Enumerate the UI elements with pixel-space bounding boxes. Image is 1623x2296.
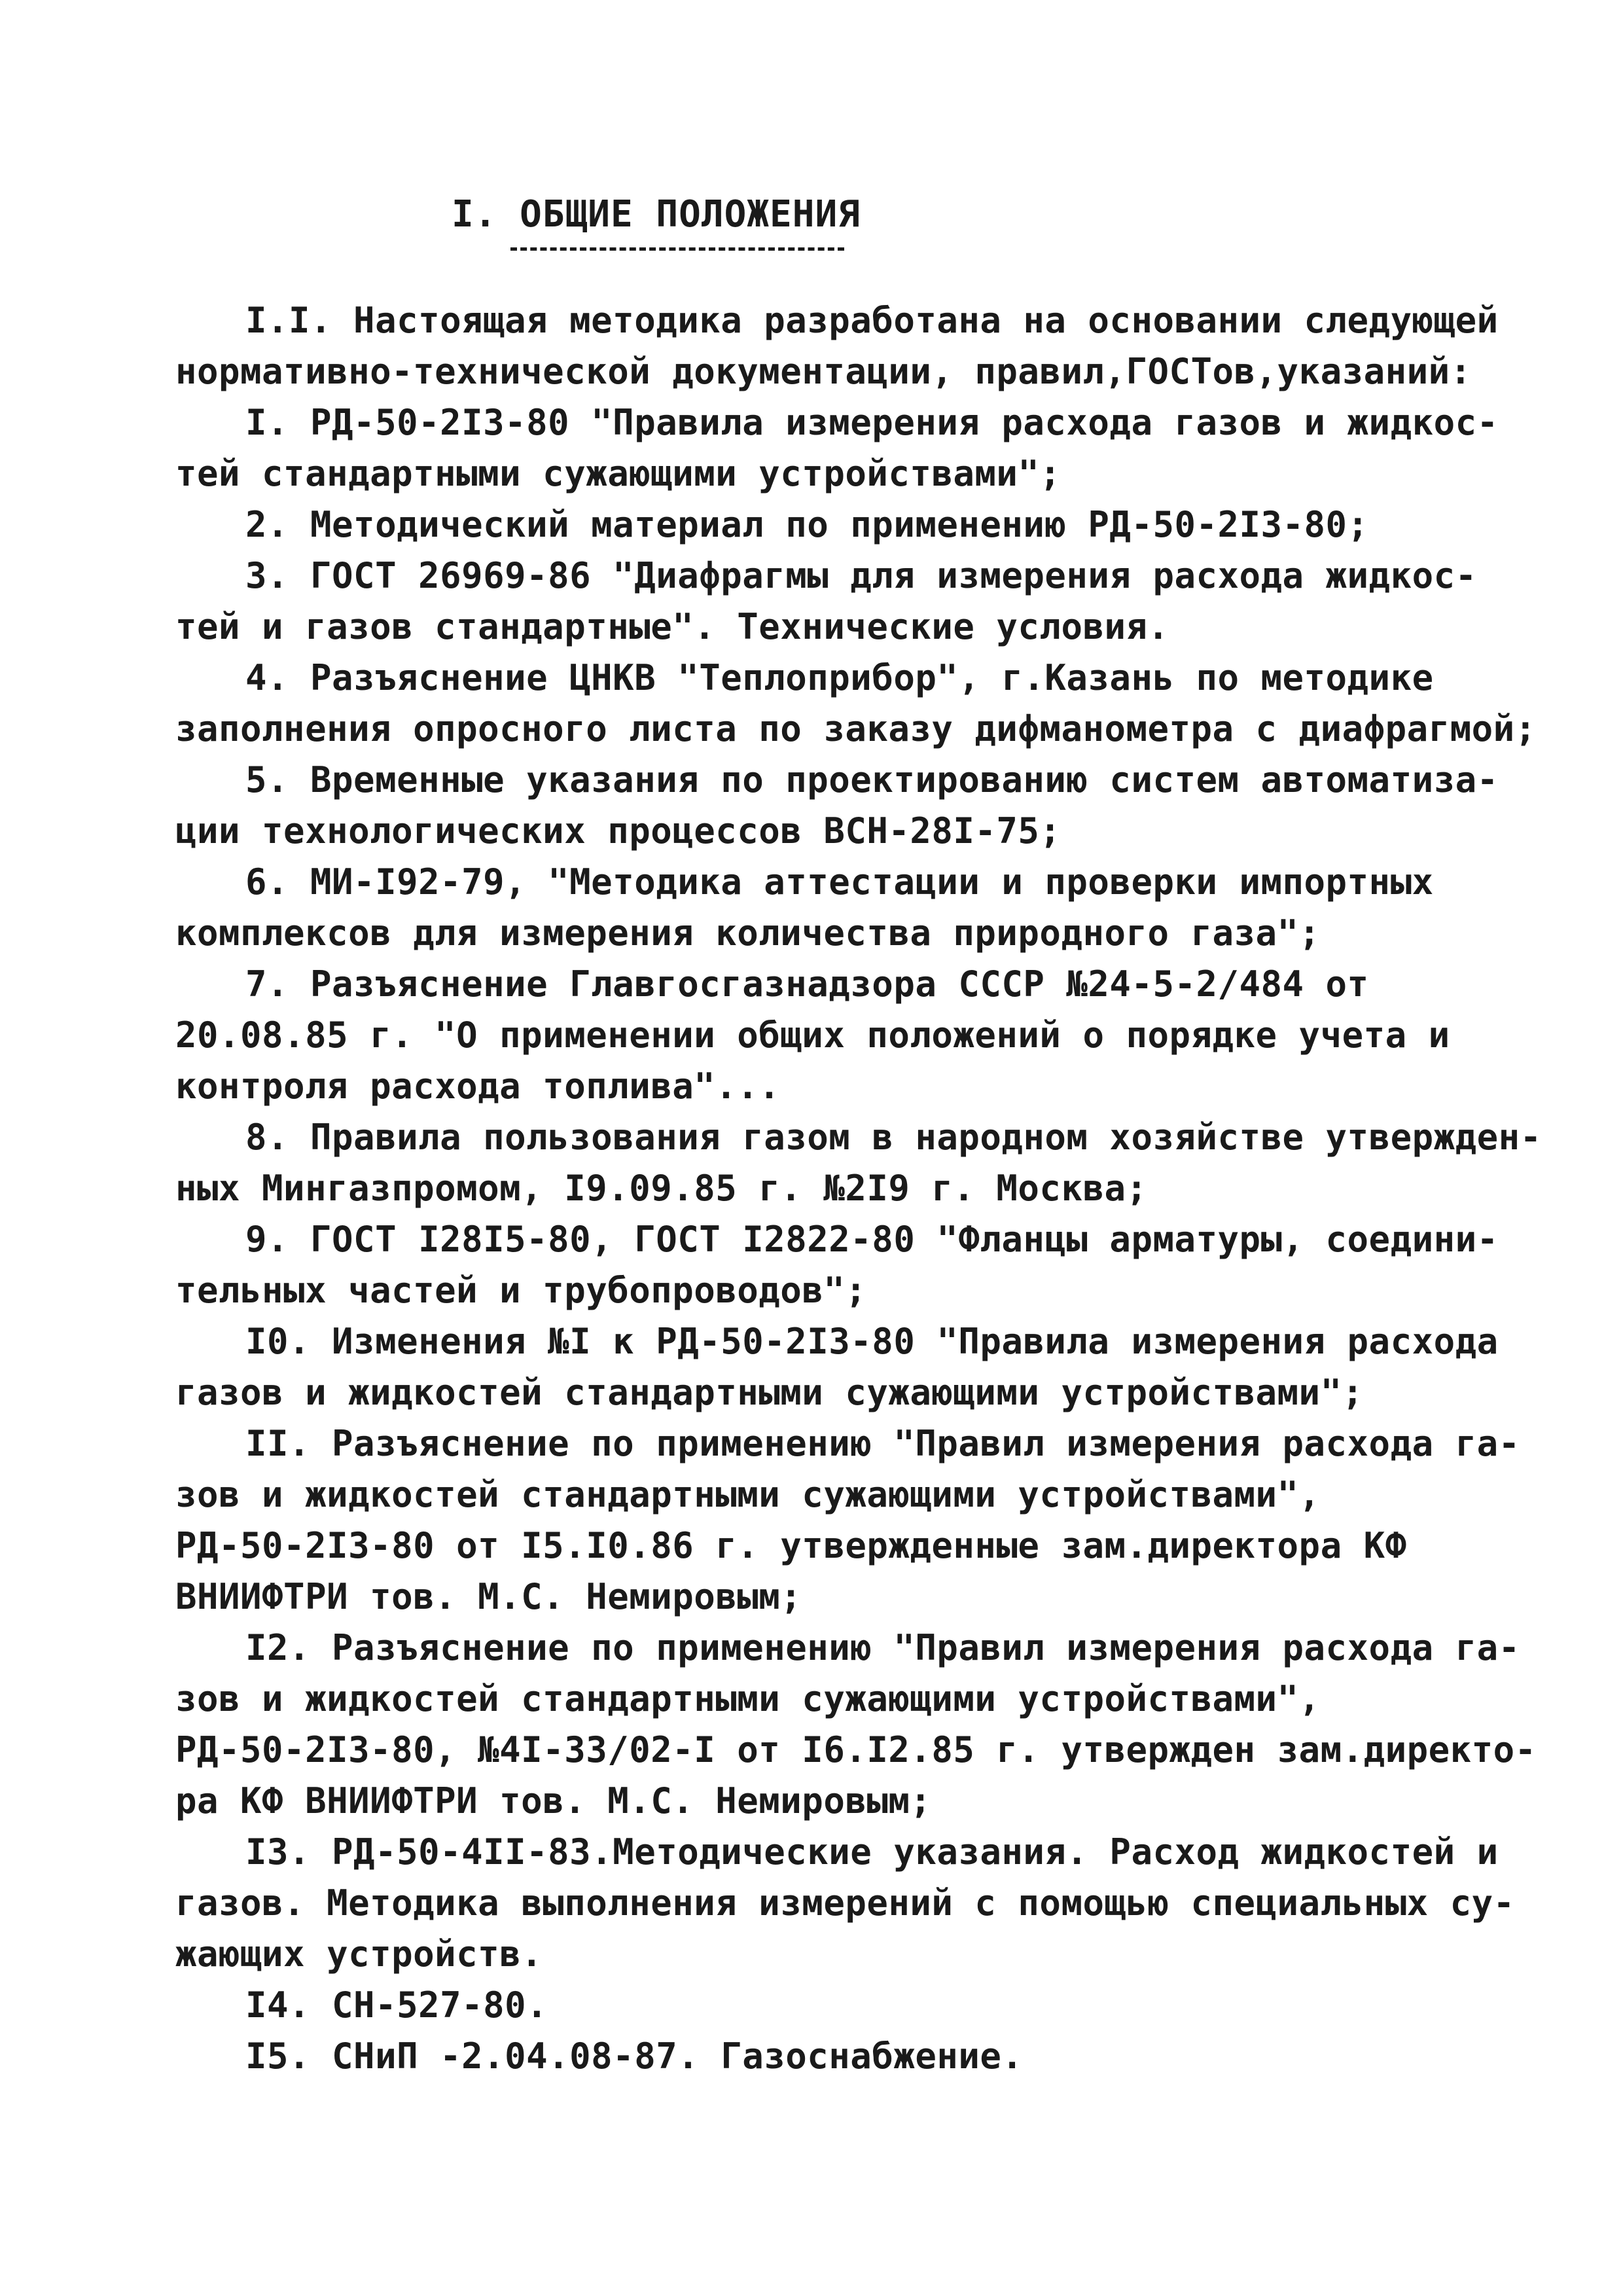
text-line: 6. МИ-I92-79, "Методика аттестации и проверки импортных <box>245 861 1434 903</box>
text-line: ции технологических процессов ВСН-28I-75; <box>175 810 1061 852</box>
text-line: I.I. Настоящая методика разработана на основании следующей <box>245 300 1499 341</box>
title-underline <box>510 247 844 251</box>
text-line: нормативно-технической документации, правил,ГОСТов,указаний: <box>175 351 1472 392</box>
text-line: I3. РД-50-4II-83.Методические указания. Расход жидкостей и <box>245 1831 1499 1873</box>
text-line: 7. Разъяснение Главгосгазнадзора СССР №24-5-2/484 от <box>245 963 1369 1005</box>
text-line: тей стандартными сужающими устройствами"; <box>175 453 1061 494</box>
text-line: РД-50-2I3-80, №4I-33/02-I от I6.I2.85 г. утвержден зам.директо- <box>175 1729 1537 1770</box>
text-line: II. Разъяснение по применению "Правил измерения расхода га- <box>245 1423 1520 1464</box>
text-line: РД-50-2I3-80 от I5.I0.86 г. утвержденные зам.директора КФ <box>175 1525 1407 1566</box>
text-line: газов. Методика выполнения измерений с помощью специальных су- <box>175 1882 1515 1924</box>
text-line: 20.08.85 г. "О применении общих положений о порядке учета и <box>175 1014 1450 1056</box>
text-line: 4. Разъяснение ЦНКВ "Теплоприбор", г.Казань по методике <box>245 657 1434 698</box>
text-line: ра КФ ВНИИФТРИ тов. М.С. Немировым; <box>175 1780 932 1821</box>
text-line: I0. Изменения №I к РД-50-2I3-80 "Правила измерения расхода <box>245 1321 1499 1362</box>
text-line: 2. Методический материал по применению РД-50-2I3-80; <box>245 504 1369 545</box>
text-line: зов и жидкостей стандартными сужающими устройствами", <box>175 1474 1321 1515</box>
text-line: I5. СНиП -2.04.08-87. Газоснабжение. <box>245 2036 1024 2077</box>
text-line: тей и газов стандартные". Технические условия. <box>175 606 1169 647</box>
text-line: ных Мингазпромом, I9.09.85 г. №2I9 г. Москва; <box>175 1168 1148 1209</box>
text-line: 5. Временные указания по проектированию систем автоматиза- <box>245 759 1499 800</box>
text-line: I. РД-50-2I3-80 "Правила измерения расхода газов и жидкос- <box>245 402 1499 443</box>
text-line: ВНИИФТРИ тов. М.С. Немировым; <box>175 1576 802 1617</box>
text-line: зов и жидкостей стандартными сужающими устройствами", <box>175 1678 1321 1719</box>
text-line: газов и жидкостей стандартными сужающими устройствами"; <box>175 1372 1364 1413</box>
text-line: контроля расхода топлива"... <box>175 1066 781 1107</box>
text-line: комплексов для измерения количества природного газа"; <box>175 912 1321 954</box>
text-line: 9. ГОСТ I28I5-80, ГОСТ I2822-80 "Фланцы арматуры, соедини- <box>245 1219 1499 1260</box>
text-line: I2. Разъяснение по применению "Правил измерения расхода га- <box>245 1627 1520 1668</box>
text-line: I4. СН-527-80. <box>245 1984 548 2026</box>
text-line: 8. Правила пользования газом в народном хозяйстве утвержден- <box>245 1117 1542 1158</box>
text-line: заполнения опросного листа по заказу дифманометра с диафрагмой; <box>175 708 1537 749</box>
text-line: жающих устройств. <box>175 1933 543 1975</box>
text-line: тельных частей и трубопроводов"; <box>175 1270 867 1311</box>
section-title: I. ОБЩИЕ ПОЛОЖЕНИЯ <box>452 193 861 236</box>
text-line: 3. ГОСТ 26969-86 "Диафрагмы для измерения расхода жидкос- <box>245 555 1477 596</box>
